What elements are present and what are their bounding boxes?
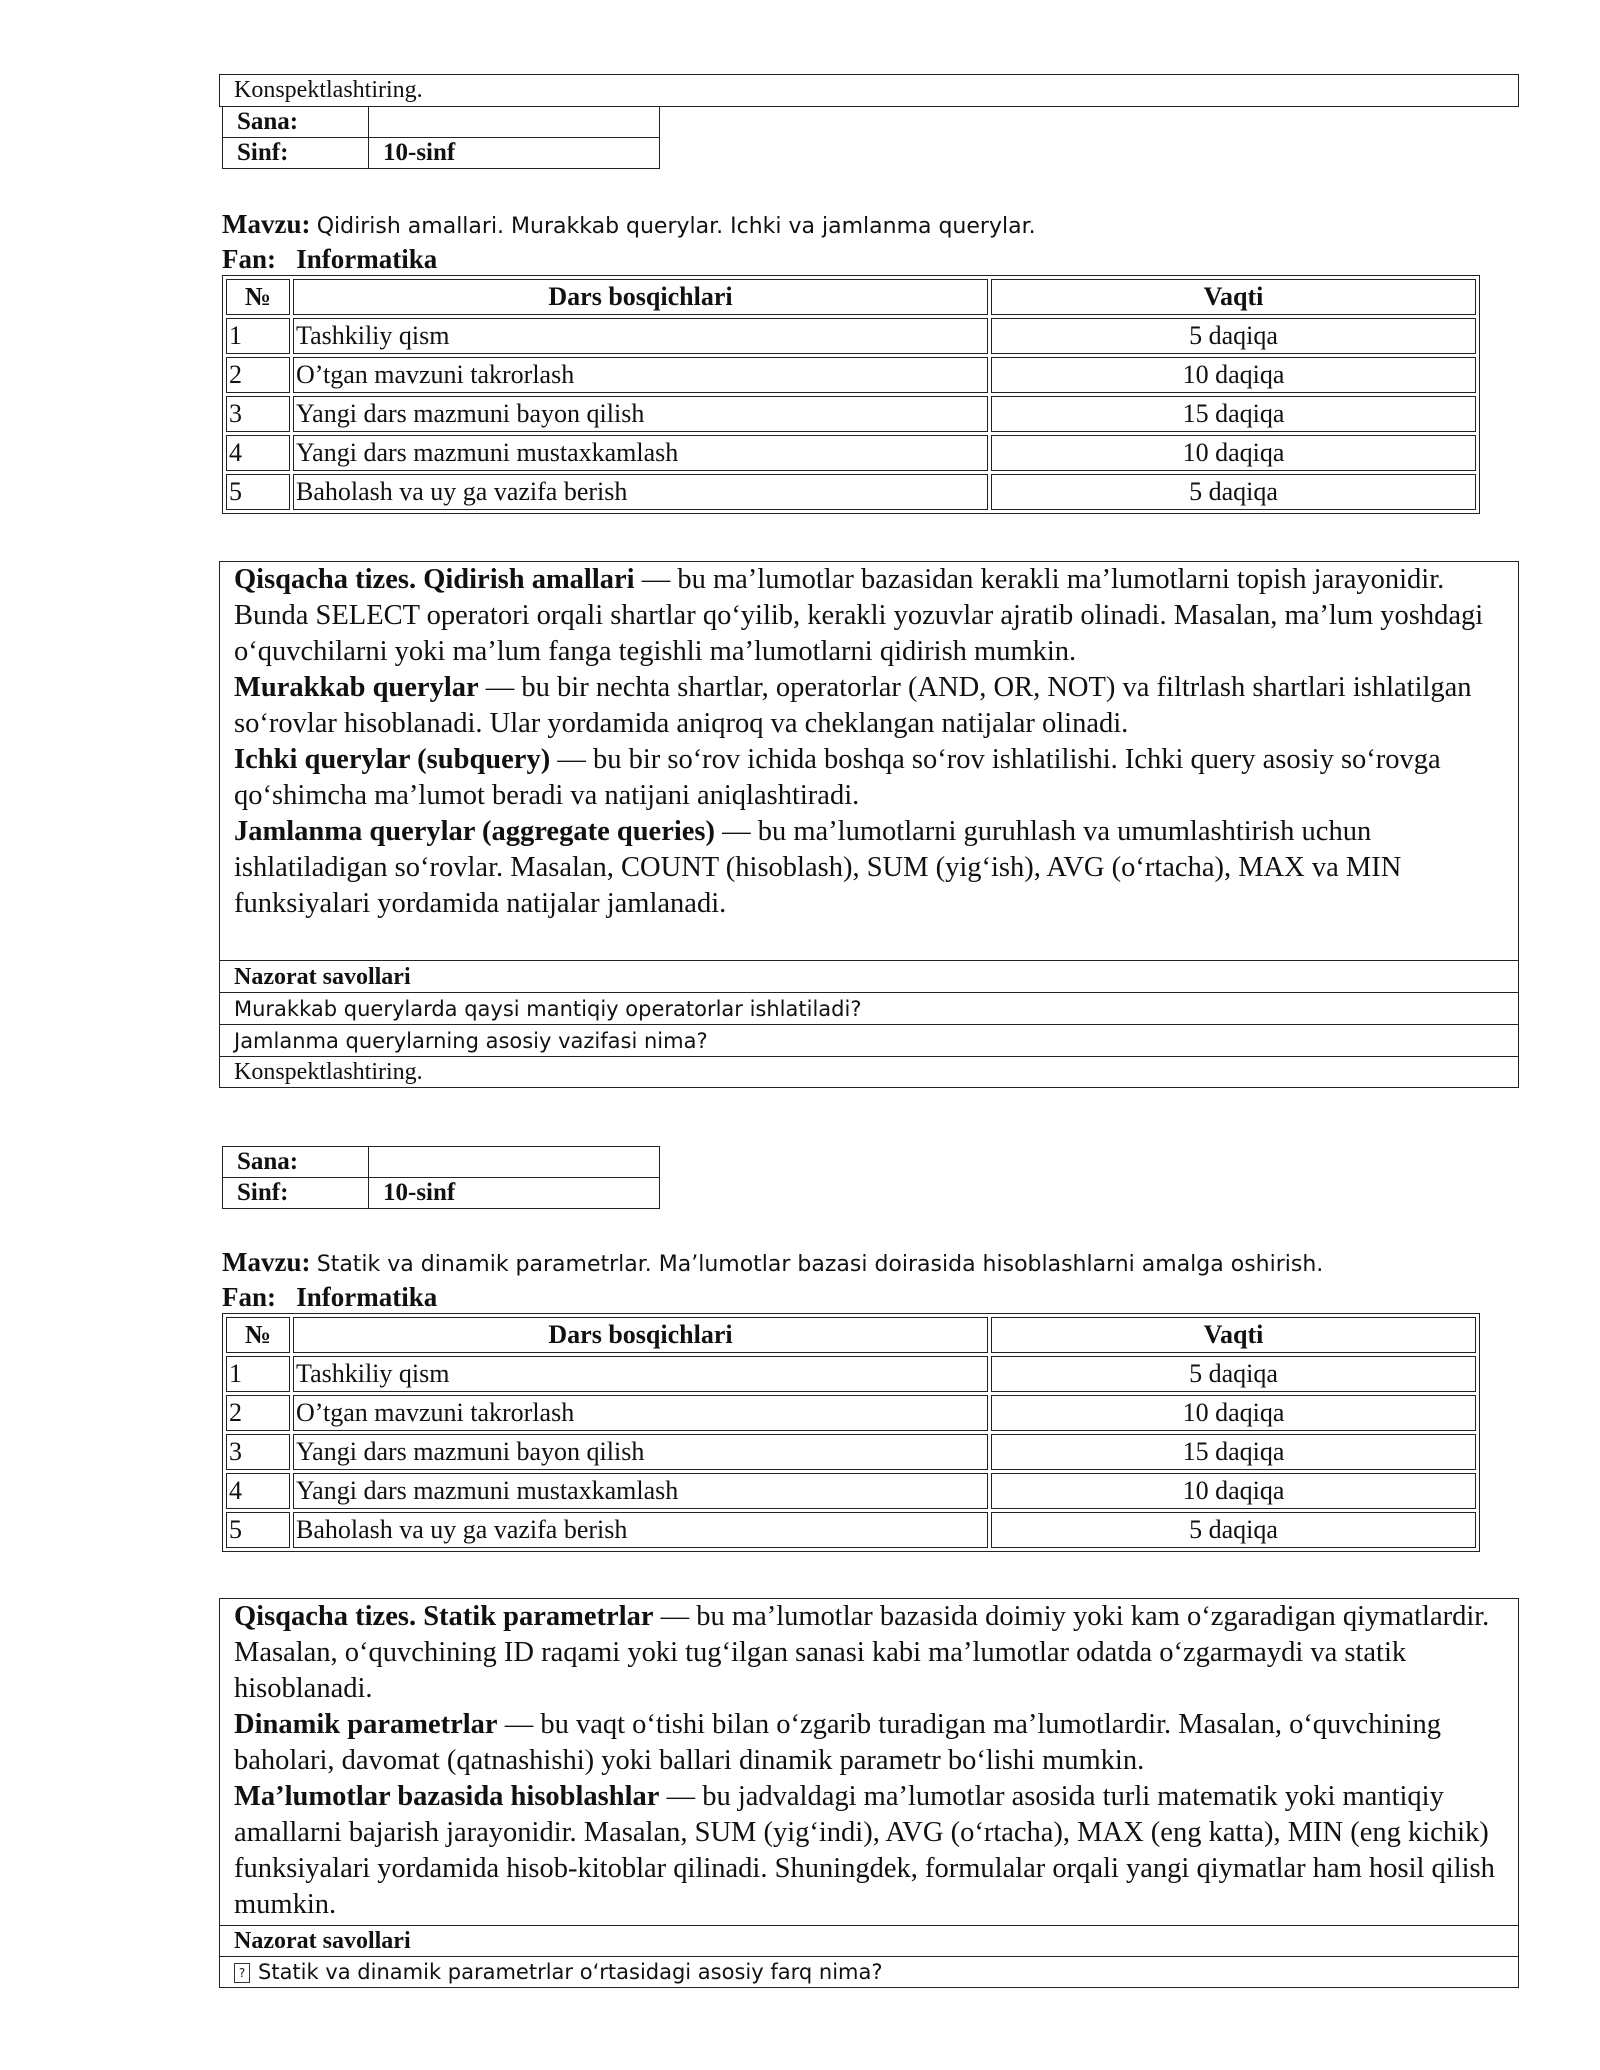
lesson1-stages-table: [222, 275, 1480, 514]
row-stage: O’tgan mavzuni takrorlash: [293, 357, 988, 393]
row-stage: Tashkiliy qism: [293, 1356, 988, 1392]
row-number: 3: [226, 1434, 290, 1470]
divider: [220, 960, 1518, 961]
control-question: [220, 1957, 1518, 1987]
col-header-stage: Dars bosqichlari: [293, 279, 988, 315]
summary-term: Murakkab querylar: [234, 672, 479, 703]
table-row: [226, 318, 1476, 354]
col-header-time: Vaqti: [991, 279, 1476, 315]
row-stage: Tashkiliy qism: [293, 318, 988, 354]
col-header-number: №: [226, 1317, 290, 1353]
row-number: 3: [226, 396, 290, 432]
row-number: 5: [226, 474, 290, 510]
table-row: [226, 435, 1476, 471]
control-heading: Nazorat savollari: [234, 1928, 411, 1954]
mavzu-label: Mavzu:: [222, 209, 311, 239]
row-time: 5 daqiqa: [991, 318, 1476, 354]
table-row: [226, 1473, 1476, 1509]
row-stage: Yangi dars mazmuni mustaxkamlash: [293, 1473, 988, 1509]
row-number: 2: [226, 1395, 290, 1431]
row-number: 4: [226, 435, 290, 471]
lesson2-meta-table: [222, 1146, 660, 1209]
fan-value: Informatika: [296, 244, 438, 274]
summary-definition: — bu jadvaldagi ma’lumotlar asosida turli matematik yoki mantiqiy amallarni bajarish jarayonidir. Masalan, SUM (yig‘indi), AVG (o‘rtacha), MAX (eng katta), MIN (eng kichik) funksiyalari yordamida hisob-kitoblar qilinadi. Shuningdek, formulalar orqali yangi qiymatlar ham hosil qilish mumkin.: [234, 1781, 1495, 1920]
sana-label: Sana:: [223, 107, 369, 138]
control-heading: Nazorat savollari: [234, 964, 411, 990]
row-stage: Yangi dars mazmuni bayon qilish: [293, 1434, 988, 1470]
control-question: Murakkab querylarda qaysi mantiqiy operatorlar ishlatiladi?: [234, 997, 862, 1021]
summary-paragraph: [234, 1779, 1504, 1923]
table-row: [226, 1512, 1476, 1548]
summary-term: Ichki querylar (subquery): [234, 744, 551, 775]
col-header-number: №: [226, 279, 290, 315]
lesson2-stages-table: [222, 1313, 1480, 1552]
mavzu-text: Qidirish amallari. Murakkab querylar. Ichki va jamlanma querylar.: [316, 214, 1036, 239]
summary-term: Qisqacha tizes. Qidirish amallari: [234, 564, 635, 595]
summary-paragraph: [234, 562, 1504, 670]
table-row: [226, 1395, 1476, 1431]
summary-paragraph: [234, 742, 1504, 814]
row-number: 4: [226, 1473, 290, 1509]
row-stage: Baholash va uy ga vazifa berish: [293, 474, 988, 510]
konspekt-text: Konspektlashtiring.: [234, 1059, 423, 1085]
summary-text: [220, 1599, 1518, 1925]
row-time: 10 daqiqa: [991, 435, 1476, 471]
row-stage: O’tgan mavzuni takrorlash: [293, 1395, 988, 1431]
lesson2-mavzu: [222, 1247, 1323, 1280]
summary-definition: — bu bir so‘rov ichida boshqa so‘rov ishlatilishi. Ichki query asosiy so‘rovga qo‘shimcha ma’lumot beradi va natijani aniqlashtiradi.: [234, 744, 1441, 811]
lesson1-mavzu: [222, 209, 1036, 242]
row-time: 10 daqiqa: [991, 1395, 1476, 1431]
fan-value: Informatika: [296, 1282, 438, 1312]
lesson1-fan: [222, 244, 437, 274]
row-time: 15 daqiqa: [991, 396, 1476, 432]
top-fragment-box: [219, 74, 1519, 107]
row-number: 1: [226, 1356, 290, 1392]
table-row: [226, 357, 1476, 393]
summary-term: Dinamik parametrlar: [234, 1709, 498, 1740]
summary-paragraph: [234, 670, 1504, 742]
sana-label: Sana:: [223, 1147, 369, 1178]
sana-value: [369, 1147, 660, 1178]
summary-paragraph: [234, 1599, 1504, 1707]
lesson1-summary-box: [219, 561, 1519, 1088]
row-number: 2: [226, 357, 290, 393]
summary-text: [220, 562, 1518, 960]
summary-term: Ma’lumotlar bazasida hisoblashlar: [234, 1781, 660, 1812]
sinf-value: 10-sinf: [369, 1178, 660, 1209]
row-number: 1: [226, 318, 290, 354]
row-time: 5 daqiqa: [991, 474, 1476, 510]
control-question-text: Statik va dinamik parametrlar o‘rtasidagi asosiy farq nima?: [258, 1960, 883, 1984]
row-stage: Yangi dars mazmuni bayon qilish: [293, 396, 988, 432]
summary-definition: — bu ma’lumotlar bazasida doimiy yoki kam o‘zgaradigan qiymatlardir. Masalan, o‘quvchining ID raqami yoki tug‘ilgan sanasi kabi ma’lumotlar odatda o‘zgarmaydi va statik hisoblanadi.: [234, 1601, 1490, 1704]
summary-definition: — bu bir nechta shartlar, operatorlar (AND, OR, NOT) va filtrlash shartlari ishlatilgan so‘rovlar hisoblanadi. Ular yordamida aniqroq va cheklangan natijalar olinadi.: [234, 672, 1472, 739]
fan-label: Fan:: [222, 1282, 276, 1312]
summary-definition: — bu ma’lumotlar bazasidan kerakli ma’lumotlarni topish jarayonidir. Bunda SELECT operatori orqali shartlar qo‘yilib, kerakli yozuvlar ajratib olinadi. Masalan, ma’lum yoshdagi o‘quvchilarni yoki ma’lum fanga tegishli ma’lumotlarni qidirish mumkin.: [234, 564, 1484, 667]
row-stage: Baholash va uy ga vazifa berish: [293, 1512, 988, 1548]
mavzu-label: Mavzu:: [222, 1247, 311, 1277]
summary-definition: — bu ma’lumotlarni guruhlash va umumlashtirish uchun ishlatiladigan so‘rovlar. Masalan, COUNT (hisoblash), SUM (yig‘ish), AVG (o‘rtacha), MAX va MIN funksiyalari yordamida natijalar jamlanadi.: [234, 816, 1402, 919]
row-time: 5 daqiqa: [991, 1356, 1476, 1392]
lesson2-summary-box: [219, 1598, 1519, 1988]
fan-label: Fan:: [222, 244, 276, 274]
summary-definition: — bu vaqt o‘tishi bilan o‘zgarib turadigan ma’lumotlardir. Masalan, o‘quvchining baholari, davomat (qatnashishi) yoki ballari dinamik parametr bo‘lishi mumkin.: [234, 1709, 1442, 1776]
divider: [220, 992, 1518, 993]
divider: [220, 1024, 1518, 1025]
row-time: 15 daqiqa: [991, 1434, 1476, 1470]
row-time: 10 daqiqa: [991, 1473, 1476, 1509]
row-time: 5 daqiqa: [991, 1512, 1476, 1548]
row-stage: Yangi dars mazmuni mustaxkamlash: [293, 435, 988, 471]
summary-paragraph: [234, 814, 1504, 922]
sinf-label: Sinf:: [223, 1178, 369, 1209]
col-header-time: Vaqti: [991, 1317, 1476, 1353]
table-row: [226, 1356, 1476, 1392]
lesson1-meta-table: [222, 106, 660, 169]
table-row: [226, 474, 1476, 510]
summary-term: Qisqacha tizes. Statik parametrlar: [234, 1601, 654, 1632]
summary-term: Jamlanma querylar (aggregate queries): [234, 816, 715, 847]
sana-value: [369, 107, 660, 138]
control-question: Jamlanma querylarning asosiy vazifasi nima?: [234, 1029, 708, 1053]
row-number: 5: [226, 1512, 290, 1548]
mavzu-text: Statik va dinamik parametrlar. Ma’lumotlar bazasi doirasida hisoblashlarni amalga oshirish.: [316, 1252, 1324, 1277]
summary-paragraph: [234, 1707, 1504, 1779]
sinf-label: Sinf:: [223, 138, 369, 169]
konspekt-text: Konspektlashtiring.: [234, 77, 423, 103]
lesson2-fan: [222, 1282, 437, 1312]
table-row: [226, 1434, 1476, 1470]
col-header-stage: Dars bosqichlari: [293, 1317, 988, 1353]
question-bullet-icon: ?: [234, 1963, 250, 1983]
table-row: [226, 396, 1476, 432]
row-time: 10 daqiqa: [991, 357, 1476, 393]
sinf-value: 10-sinf: [369, 138, 660, 169]
